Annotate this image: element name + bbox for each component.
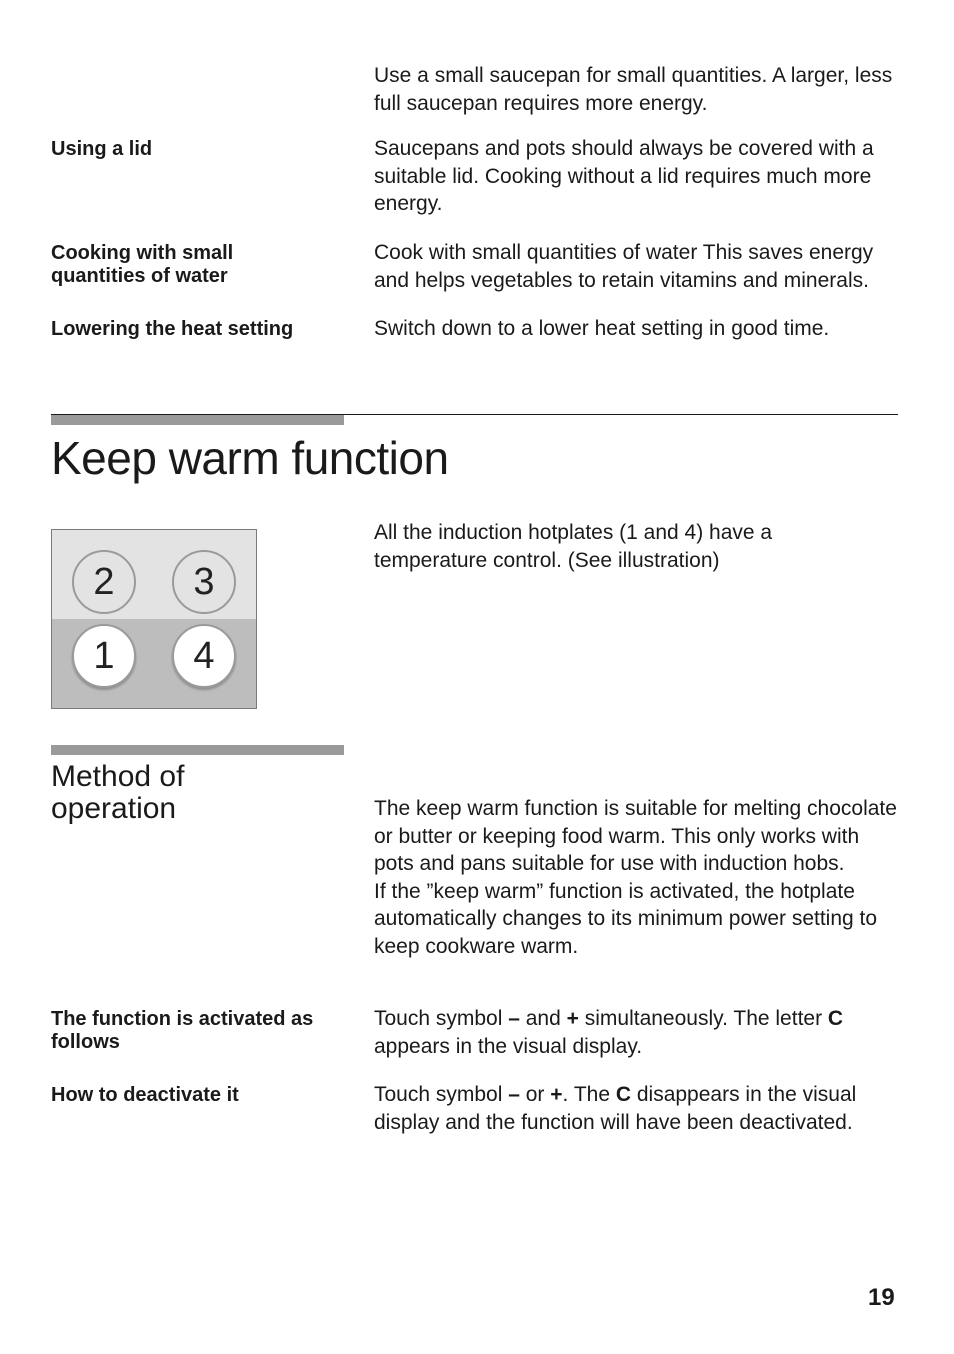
activate-text-part: Touch symbol bbox=[374, 1007, 509, 1030]
activate-text-part: and bbox=[519, 1007, 567, 1030]
plus-symbol: + bbox=[566, 1007, 579, 1030]
plus-symbol: + bbox=[550, 1083, 563, 1106]
hotplate-2: 2 bbox=[72, 550, 136, 614]
hotplate-1: 1 bbox=[72, 624, 136, 688]
page-number: 19 bbox=[868, 1284, 895, 1311]
method-description bbox=[374, 795, 899, 960]
tip-text-using-lid: Saucepans and pots should always be covered with a suitable lid. Cooking without a lid requires much more energy. bbox=[374, 137, 874, 215]
tip-text-small-water: Cook with small quantities of water This saves energy and helps vegetables to retain vitamins and minerals. bbox=[374, 241, 874, 292]
tip-label-lower-heat: Lowering the heat setting bbox=[51, 318, 294, 340]
tip-label-small-water: Cooking with small quantities of water bbox=[51, 242, 234, 287]
keep-warm-intro: All the induction hotplates (1 and 4) have a temperature control. (See illustration) bbox=[374, 521, 773, 572]
deactivate-label: How to deactivate it bbox=[51, 1084, 239, 1106]
deactivate-text-part: or bbox=[519, 1083, 551, 1106]
deactivate-text-part: Touch symbol bbox=[374, 1083, 509, 1106]
subsection-accent-bar bbox=[51, 745, 344, 755]
deactivate-text bbox=[374, 1081, 899, 1136]
hotplate-3: 3 bbox=[172, 550, 236, 614]
page-title: Keep warm function bbox=[51, 432, 449, 484]
minus-symbol: – bbox=[508, 1083, 520, 1106]
method-description-para-2: If the ”keep warm” function is activated, the hotplate automatically changes to its minimum power setting to keep cookware warm. bbox=[374, 879, 878, 958]
method-heading: Method of operation bbox=[51, 760, 185, 825]
deactivate-text-part: . The bbox=[562, 1083, 616, 1106]
letter-c: C bbox=[827, 1007, 844, 1030]
tip-label-using-lid: Using a lid bbox=[51, 138, 153, 160]
saucepan-size-text: Use a small saucepan for small quantities. A larger, less full saucepan requires more energy. bbox=[374, 64, 893, 115]
activate-text bbox=[374, 1005, 894, 1060]
section-accent-bar bbox=[51, 415, 344, 425]
activate-label: The function is activated as follows bbox=[51, 1008, 314, 1053]
deactivate-text-part: disappears in the visual display and the function will have been deactivated. bbox=[374, 1083, 857, 1134]
hob-illustration bbox=[51, 529, 257, 709]
minus-symbol: – bbox=[508, 1007, 520, 1030]
letter-c: C bbox=[615, 1083, 632, 1106]
activate-text-part: appears in the visual display. bbox=[374, 1034, 643, 1058]
activate-text-part: simultaneously. The letter bbox=[578, 1007, 828, 1030]
section-divider bbox=[51, 414, 898, 415]
hotplate-4: 4 bbox=[172, 624, 236, 688]
tip-text-lower-heat: Switch down to a lower heat setting in good time. bbox=[374, 317, 830, 340]
method-description-para-1: The keep warm function is suitable for melting chocolate or butter or keeping food warm. This only works with pots and pans suitable for use with induction hobs. bbox=[374, 797, 897, 875]
